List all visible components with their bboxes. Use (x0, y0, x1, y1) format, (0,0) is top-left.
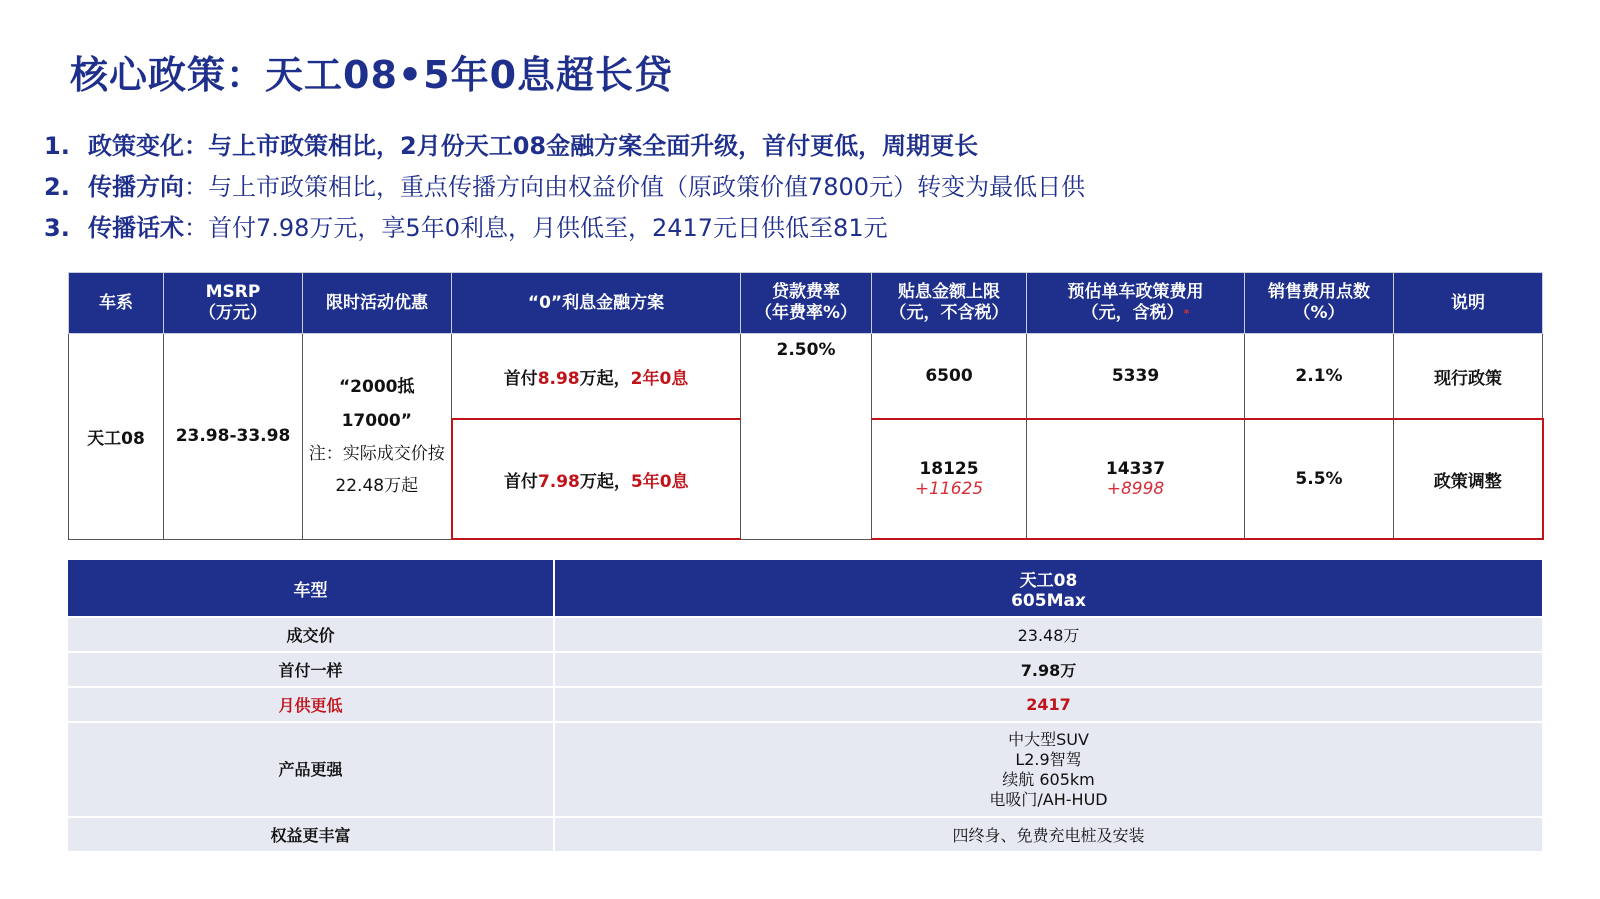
page-title: 核心政策：天工08•5年0息超长贷 (70, 53, 674, 97)
cost-value: 14337 (1105, 459, 1166, 479)
row-value: 四终身、免费充电桩及安装 (554, 817, 1542, 851)
promo-line-2: 17000” (341, 411, 412, 432)
col-header-promo: 限时活动优惠 (303, 273, 452, 334)
cell-note: 政策调整 (1394, 419, 1543, 539)
policy-table (68, 272, 1544, 540)
subsidy-delta: +11625 (914, 479, 984, 499)
policy-table-header-row (69, 273, 1543, 334)
row-monthly (68, 687, 1542, 722)
plan-term: 2年0息 (630, 368, 689, 389)
plan-down-payment: 8.98 (537, 368, 580, 389)
plan-mid: 万起， (579, 368, 631, 389)
cell-note: 现行政策 (1394, 334, 1543, 420)
key-point-1 (44, 126, 1085, 167)
key-point-number: 2. (44, 173, 70, 201)
policy-row-current (69, 334, 1543, 420)
row-label: 首付一样 (68, 652, 554, 687)
key-point-2 (44, 167, 1085, 208)
row-product (68, 722, 1542, 817)
plan-prefix: 首付 (503, 368, 538, 389)
cell-policy-cost (1027, 419, 1245, 539)
key-point-heading: 传播话术 (88, 214, 184, 242)
cell-subsidy: 6500 (872, 334, 1027, 420)
promo-line-1: “2000抵 (339, 377, 415, 398)
row-label: 权益更丰富 (68, 817, 554, 851)
key-point-heading: 传播方向 (88, 173, 184, 201)
cell-msrp: 23.98-33.98 (164, 334, 303, 540)
row-value: 23.48万 (554, 617, 1542, 652)
plan-down-payment: 7.98 (537, 471, 580, 492)
cell-subsidy (872, 419, 1027, 539)
plan-term: 5年0息 (630, 471, 689, 492)
cost-delta: +8998 (1106, 479, 1165, 499)
row-label: 成交价 (68, 617, 554, 652)
key-point-heading: 政策变化： (88, 132, 208, 160)
row-price (68, 617, 1542, 652)
cell-finance-plan (452, 419, 741, 539)
cell-loan-rate: 2.50% (741, 334, 872, 540)
product-feature: 中大型SUV (1008, 729, 1089, 749)
cell-promo (303, 334, 452, 540)
key-points-list (44, 126, 1085, 249)
product-feature: L2.9智驾 (1015, 749, 1082, 769)
model-name: 天工08 (1019, 570, 1078, 591)
cell-policy-cost: 5339 (1027, 334, 1245, 420)
row-value (554, 722, 1542, 817)
col-header-msrp: MSRP （万元） (164, 273, 303, 334)
row-value: 2417 (554, 687, 1542, 722)
col-header-policy-cost (1027, 273, 1245, 334)
cell-series: 天工08 (69, 334, 164, 540)
model-trim: 605Max (1011, 590, 1086, 611)
cell-sales-points: 2.1% (1245, 334, 1394, 420)
plan-mid: 万起， (579, 471, 631, 492)
plan-prefix: 首付 (503, 471, 538, 492)
row-down-payment (68, 652, 1542, 687)
model-table-header-row (68, 560, 1542, 617)
cell-finance-plan (452, 334, 741, 420)
product-feature: 续航 605km (1002, 769, 1095, 789)
col-header-model-name (554, 560, 1542, 617)
col-header-series: 车系 (69, 273, 164, 334)
key-point-number: 3. (44, 214, 70, 242)
model-comparison-table (68, 560, 1542, 851)
product-feature: 电吸门/AH-HUD (989, 789, 1108, 809)
promo-note: 注：实际成交价按22.48万起 (308, 444, 445, 497)
subsidy-value: 18125 (919, 459, 979, 479)
col-header-finance-plan: “0”利息金融方案 (452, 273, 741, 334)
col-header-loan-rate: 贷款费率 （年费率%） (741, 273, 872, 334)
row-value: 7.98万 (554, 652, 1542, 687)
key-point-text: ：与上市政策相比，重点传播方向由权益价值（原政策价值7800元）转变为最低日供 (184, 173, 1086, 201)
cell-sales-points: 5.5% (1245, 419, 1394, 539)
key-point-3 (44, 208, 1085, 249)
row-label: 产品更强 (68, 722, 554, 817)
footnote-star: * (1183, 307, 1190, 320)
col-header-model: 车型 (68, 560, 554, 617)
row-benefits (68, 817, 1542, 851)
col-header-note: 说明 (1394, 273, 1543, 334)
key-point-text: ：首付7.98万元，享5年0利息，月供低至，2417元日供低至81元 (184, 214, 888, 242)
col-header-policy-cost-text: 预估单车政策费用 （元，含税） (1067, 282, 1204, 323)
key-point-number: 1. (44, 132, 70, 160)
col-header-sales-points: 销售费用点数 （%） (1245, 273, 1394, 334)
row-label: 月供更低 (68, 687, 554, 722)
col-header-subsidy-cap: 贴息金额上限 （元，不含税） (872, 273, 1027, 334)
key-point-text: 与上市政策相比，2月份天工08金融方案全面升级，首付更低，周期更长 (208, 132, 979, 160)
